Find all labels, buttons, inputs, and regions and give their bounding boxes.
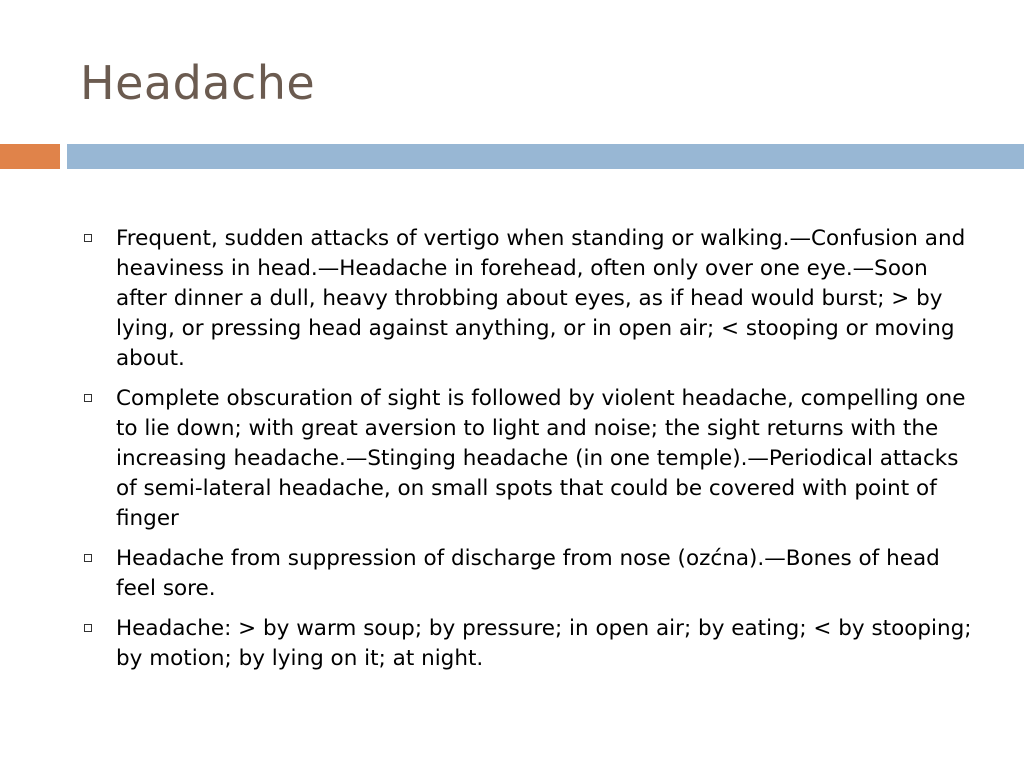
bullet-item-4 — [80, 614, 980, 674]
hollow-square-bullet-icon — [84, 394, 92, 402]
bullet-text: Complete obscuration of sight is followed by violent headache, compelling one to lie down; with great aversion to light and noise; the sight returns with the increasing headache.—Stinging headache (in one temple).—Periodical attacks of semi-lateral headache, on small spots that could be covered with point of finger — [116, 386, 966, 531]
hollow-square-bullet-icon — [84, 624, 92, 632]
bullet-list — [80, 224, 980, 684]
bullet-item-2 — [80, 384, 980, 534]
bullet-text: Frequent, sudden attacks of vertigo when standing or walking.—Confusion and heaviness in head.—Headache in forehead, often only over one eye.—Soon after dinner a dull, heavy throbbing about eyes, as if head would burst; > by lying, or pressing head against anything, or in open air; < stooping or moving about. — [116, 226, 966, 371]
bullet-item-3 — [80, 544, 980, 604]
slide-title: Headache — [80, 56, 316, 110]
hollow-square-bullet-icon — [84, 234, 92, 242]
bullet-text: Headache: > by warm soup; by pressure; in open air; by eating; < by stooping; by motion; by lying on it; at night. — [116, 616, 972, 671]
title-divider-bar — [67, 144, 1024, 169]
bullet-item-1 — [80, 224, 980, 374]
accent-bar — [0, 144, 60, 169]
hollow-square-bullet-icon — [84, 554, 92, 562]
bullet-text: Headache from suppression of discharge from nose (ozćna).—Bones of head feel sore. — [116, 546, 940, 601]
